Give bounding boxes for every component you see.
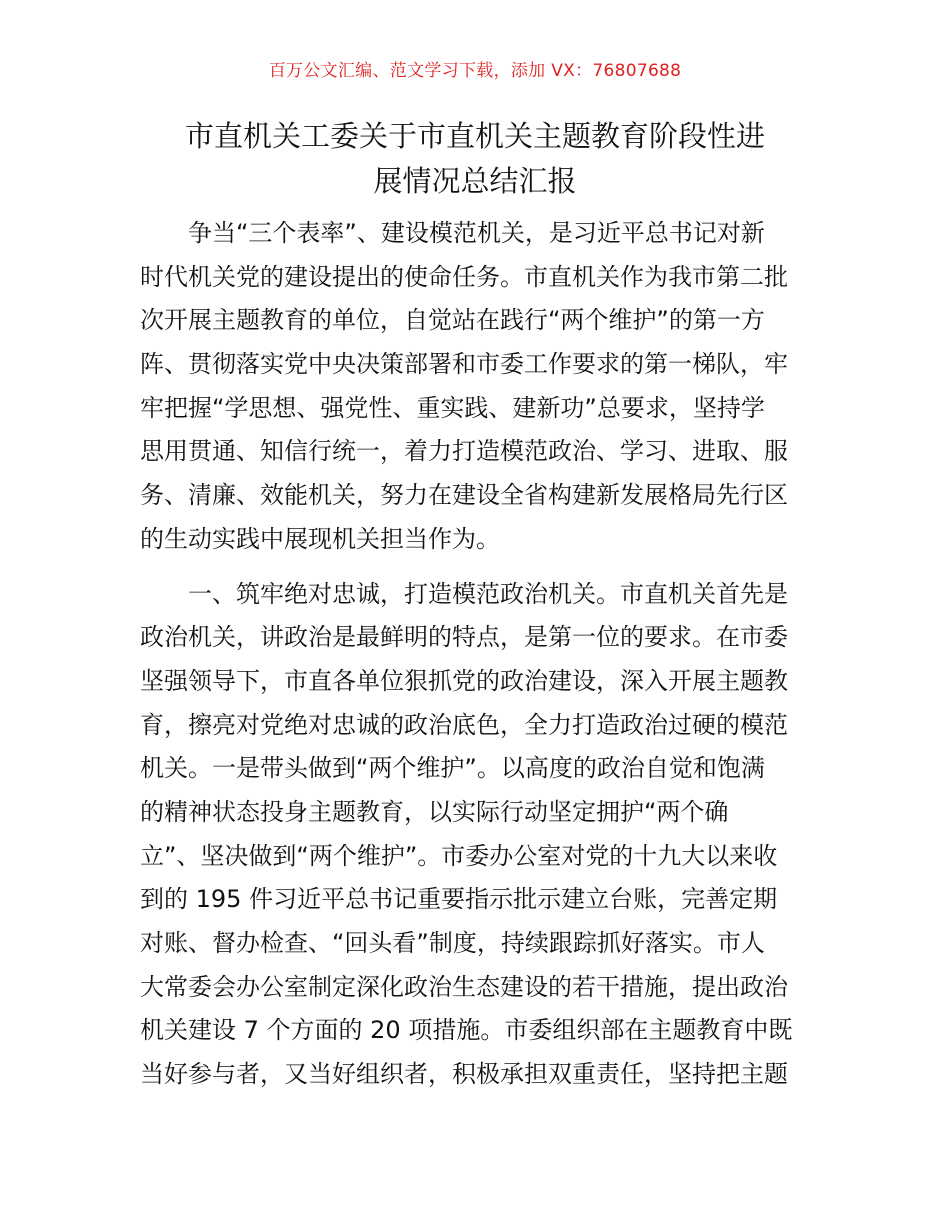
paragraph-line: 坚强领导下，市直各单位狠抓党的政治建设，深入开展主题教: [140, 666, 788, 695]
paragraph-line: 一、筑牢绝对忠诚，打造模范政治机关。市直机关首先是: [188, 579, 788, 608]
document-body: [140, 212, 812, 1097]
title-line: 市直机关工委关于市直机关主题教育阶段性进: [184, 119, 765, 153]
paragraph-line: 政治机关，讲政治是最鲜明的特点，是第一位的要求。在市委: [140, 623, 788, 652]
paragraph-line: 次开展主题教育的单位，自觉站在践行“两个维护”的第一方: [140, 306, 765, 335]
paragraph-line: 育，擦亮对党绝对忠诚的政治底色，全力打造政治过硬的模范: [140, 710, 788, 739]
paragraph-line: 的精神状态投身主题教育，以实际行动坚定拥护“两个确: [140, 797, 729, 826]
title-line: 展情况总结汇报: [373, 164, 577, 198]
paragraph-line: 阵、贯彻落实党中央决策部署和市委工作要求的第一梯队，牢: [140, 350, 788, 379]
paragraph-line: 争当“三个表率”、建设模范机关，是习近平总书记对新: [188, 219, 765, 247]
paragraph-line: 到的 195 件习近平总书记重要指示批示建立台账，完善定期: [140, 885, 778, 914]
paragraph-line: 机关建设 7 个方面的 20 项措施。市委组织部在主题教育中既: [140, 1016, 793, 1045]
paragraph-line: 的生动实践中展现机关担当作为。: [140, 524, 500, 553]
paragraph-line: 机关。一是带头做到“两个维护”。以高度的政治自觉和饱满: [140, 754, 765, 783]
paragraph-line: 牢把握“学思想、强党性、重实践、建新功”总要求，坚持学: [140, 393, 765, 422]
document-title: [100, 114, 850, 204]
paragraph-intro: [140, 212, 812, 562]
paragraph-spacer: [140, 562, 812, 573]
paragraph-line: 当好参与者，又当好组织者，积极承担双重责任，坚持把主题: [140, 1060, 788, 1089]
header-banner: 百万公文汇编、范文学习下载，添加 VX：76807688: [268, 61, 682, 81]
paragraph-line: 时代机关党的建设提出的使命任务。市直机关作为我市第二批: [140, 262, 788, 291]
paragraph-line: 大常委会办公室制定深化政治生态建设的若干措施，提出政治: [140, 972, 788, 1001]
paragraph-line: 对账、督办检查、“回头看”制度，持续跟踪抓好落实。市人: [140, 929, 765, 957]
paragraph-line: 思用贯通、知信行统一，着力打造模范政治、学习、进取、服: [140, 437, 788, 466]
paragraph-line: 务、清廉、效能机关，努力在建设全省构建新发展格局先行区: [140, 481, 788, 510]
paragraph-section-one: [140, 573, 812, 1097]
paragraph-line: 立”、坚决做到“两个维护”。市委办公室对党的十九大以来收: [140, 841, 778, 870]
